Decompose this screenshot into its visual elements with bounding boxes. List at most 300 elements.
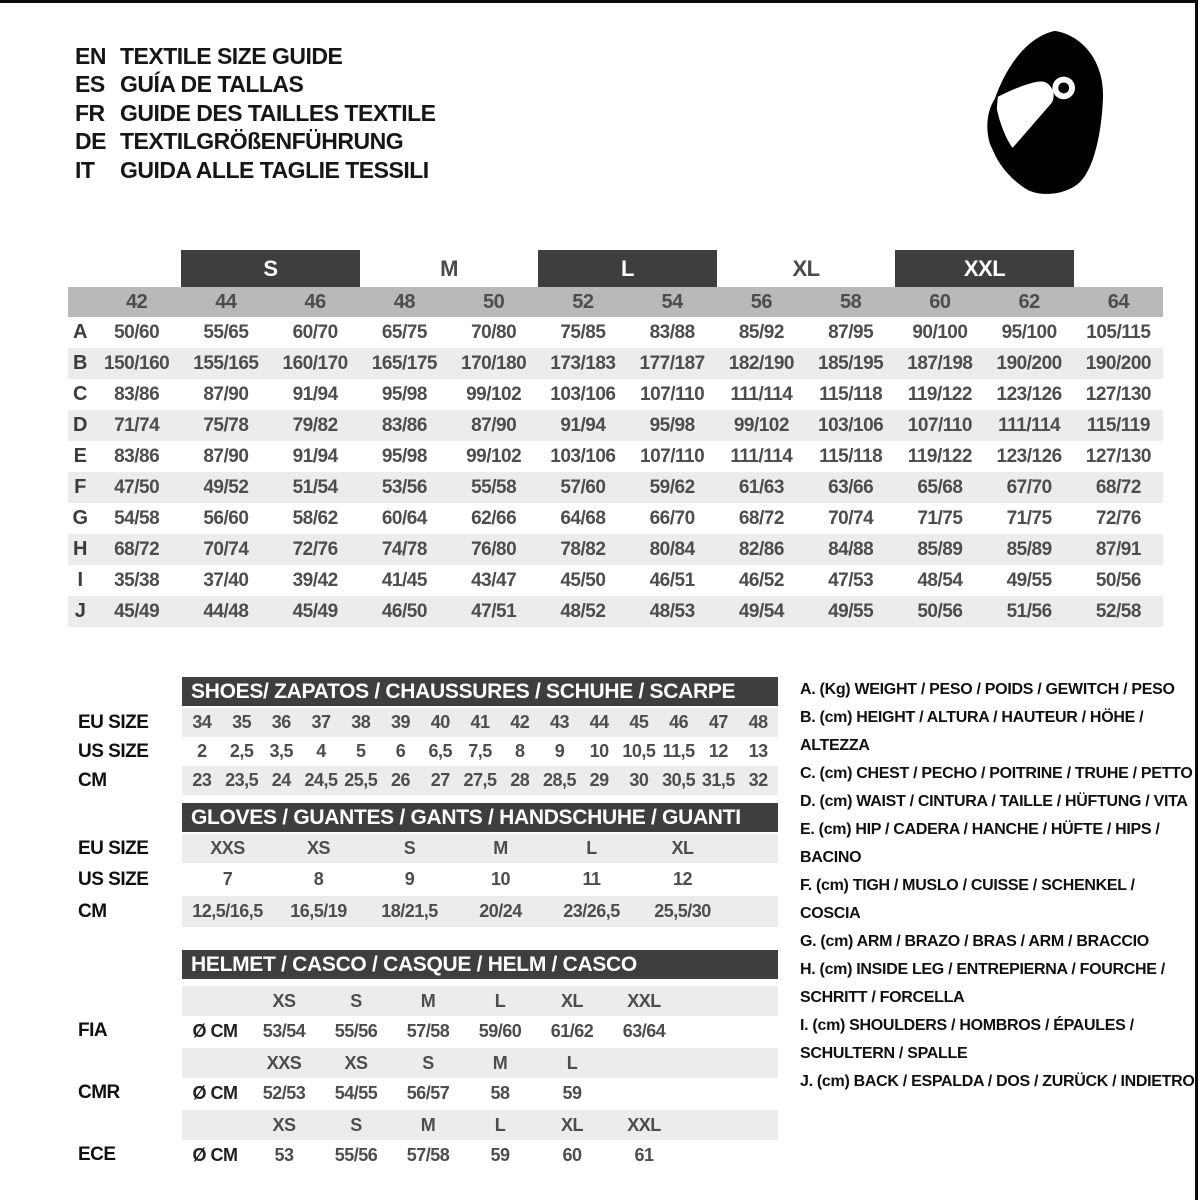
shoes-eu-value: 34 <box>192 712 212 732</box>
helmet-size: S <box>422 1052 434 1073</box>
language-code: DE <box>75 128 106 155</box>
size-value: 46/52 <box>738 569 784 591</box>
size-value: 103/106 <box>550 445 616 467</box>
shoes-cm-value: 25,5 <box>344 770 378 790</box>
language-code: FR <box>75 99 105 126</box>
size-value: 50/56 <box>917 600 963 622</box>
helmet-value: 54/55 <box>334 1082 378 1103</box>
size-group-m: M <box>440 255 458 281</box>
helmet-value: 60 <box>562 1144 582 1165</box>
shoes-us-value: 12 <box>708 741 728 761</box>
measure-row-d <box>68 410 1163 441</box>
legend-item: J. (cm) BACK / ESPALDA / DOS / ZURÜCK / INDIETRO <box>800 1073 1195 1090</box>
numeric-size: 46 <box>304 290 326 313</box>
shoes-us-value: 10 <box>589 741 609 761</box>
size-value: 170/180 <box>461 352 527 374</box>
size-value: 49/55 <box>828 600 874 622</box>
gloves-us-value: 9 <box>404 869 415 889</box>
size-value: 70/80 <box>471 321 517 343</box>
numeric-size-bar <box>68 287 1163 317</box>
size-value: 190/200 <box>996 352 1062 374</box>
size-value: 107/110 <box>907 414 972 436</box>
numeric-size: 52 <box>572 290 594 313</box>
size-value: 99/102 <box>466 445 522 467</box>
helmet-size: XL <box>560 990 583 1011</box>
helmet-value: 59/60 <box>478 1020 522 1041</box>
size-group-s: S <box>181 250 360 287</box>
size-value: 150/160 <box>104 352 170 374</box>
size-value: 107/110 <box>640 445 705 467</box>
size-value: 84/88 <box>828 538 874 560</box>
size-value: 111/114 <box>730 383 793 405</box>
gloves-cm-value: 20/24 <box>479 901 522 921</box>
language-row <box>75 71 436 100</box>
language-row <box>75 156 436 185</box>
shoes-eu-value: 47 <box>708 712 728 732</box>
shoes-cm-row <box>182 766 778 795</box>
measure-row-b <box>68 348 1163 379</box>
row-letter: H <box>73 538 87 560</box>
helmet-size: XS <box>344 1052 368 1073</box>
legend-item: A. (Kg) WEIGHT / PESO / POIDS / GEWITCH / PESO <box>800 681 1175 698</box>
numeric-size: 60 <box>929 290 951 313</box>
size-value: 61/63 <box>738 476 784 498</box>
size-value: 51/56 <box>1006 600 1052 622</box>
language-row <box>75 128 436 157</box>
shoes-cm-value: 27 <box>430 770 450 790</box>
shoes-us-value: 3,5 <box>269 741 294 761</box>
helmet-sizes-cmr <box>182 1048 778 1078</box>
numeric-size: 48 <box>393 290 415 313</box>
size-value: 60/70 <box>292 321 338 343</box>
size-value: 53/56 <box>381 476 427 498</box>
size-value: 85/89 <box>917 538 963 560</box>
size-value: 127/130 <box>1085 383 1151 405</box>
size-value: 78/82 <box>560 538 606 560</box>
size-value: 62/66 <box>471 507 517 529</box>
size-value: 190/200 <box>1085 352 1151 374</box>
shoes-us-value: 2 <box>197 741 207 761</box>
numeric-size: 42 <box>126 290 148 313</box>
gloves-cm-row <box>182 896 778 927</box>
helmet-value: 55/56 <box>334 1144 378 1165</box>
helmet-values-cmr <box>182 1078 778 1108</box>
size-value: 99/102 <box>733 414 789 436</box>
shoes-eu-value: 40 <box>430 712 450 732</box>
shoes-cm-value: 27,5 <box>463 770 497 790</box>
corner-spacer <box>68 287 92 317</box>
size-value: 177/187 <box>639 352 705 374</box>
size-value: 48/54 <box>917 569 963 591</box>
size-value: 87/91 <box>1095 538 1141 560</box>
helmet-value: 59 <box>562 1082 582 1103</box>
size-value: 85/92 <box>738 321 784 343</box>
gloves-eu-value: XL <box>671 838 694 858</box>
legend-item: E. (cm) HIP / CADERA / HANCHE / HÜFTE / HIPS / BACINO <box>800 821 1160 866</box>
language-row <box>75 99 436 128</box>
size-value: 43/47 <box>471 569 517 591</box>
size-value: 47/51 <box>471 600 517 622</box>
shoes-cm-value: 23 <box>192 770 212 790</box>
size-value: 119/122 <box>907 383 972 405</box>
size-value: 87/95 <box>828 321 874 343</box>
size-value: 115/119 <box>1086 414 1150 436</box>
size-value: 50/60 <box>114 321 160 343</box>
language-row <box>75 42 436 71</box>
row-letter: C <box>73 383 87 405</box>
helmet-size: XXS <box>266 1052 302 1073</box>
helmet-value: 55/56 <box>334 1020 378 1041</box>
size-value: 115/118 <box>819 383 883 405</box>
ece-standard-label: ECE <box>78 1144 116 1165</box>
shoes-cm-value: 29 <box>589 770 609 790</box>
shoes-eu-value: 42 <box>510 712 530 732</box>
helmet-size: M <box>420 1114 436 1135</box>
shoes-us-value: 6,5 <box>428 741 453 761</box>
size-value: 75/85 <box>560 321 606 343</box>
diameter-unit-label: Ø CM <box>192 1020 238 1041</box>
row-letter: D <box>73 414 87 436</box>
shoes-cm-value: 28,5 <box>542 770 576 790</box>
size-value: 37/40 <box>203 569 249 591</box>
row-letter: J <box>74 600 86 622</box>
helmet-value: 58 <box>490 1082 510 1103</box>
measure-row-f <box>68 472 1163 503</box>
helmet-section-header: HELMET / CASCO / CASQUE / HELM / CASCO <box>182 950 778 979</box>
size-value: 67/70 <box>1006 476 1052 498</box>
size-value: 79/82 <box>292 414 338 436</box>
size-value: 46/50 <box>381 600 427 622</box>
language-code: EN <box>75 42 106 69</box>
shoes-cm-value: 26 <box>391 770 411 790</box>
size-value: 80/84 <box>649 538 695 560</box>
shoes-eu-size-label: EU SIZE <box>78 711 149 733</box>
shoes-eu-value: 48 <box>748 712 768 732</box>
legend-item: C. (cm) CHEST / PECHO / POITRINE / TRUHE / PETTO <box>800 765 1193 782</box>
size-value: 49/55 <box>1006 569 1052 591</box>
measure-row-i <box>68 565 1163 596</box>
shoes-cm-value: 24,5 <box>304 770 338 790</box>
row-letter: E <box>73 445 87 467</box>
size-value: 111/114 <box>998 414 1061 436</box>
numeric-size: 58 <box>840 290 862 313</box>
measure-row-h <box>68 534 1163 565</box>
gloves-eu-row <box>182 834 778 863</box>
size-group-header-row <box>68 250 1163 287</box>
gloves-eu-value: L <box>586 838 597 858</box>
size-value: 55/58 <box>471 476 517 498</box>
gloves-cm-value: 25,5/30 <box>654 901 711 921</box>
size-value: 71/75 <box>917 507 963 529</box>
size-value: 187/198 <box>907 352 973 374</box>
shoes-us-size-label: US SIZE <box>78 740 149 762</box>
size-value: 50/56 <box>1095 569 1141 591</box>
size-value: 173/183 <box>550 352 616 374</box>
helmet-value: 52/53 <box>262 1082 306 1103</box>
row-letter: A <box>73 321 87 343</box>
language-guide-title: TEXTILE SIZE GUIDE <box>120 42 343 69</box>
size-value: 45/49 <box>114 600 160 622</box>
size-value: 41/45 <box>381 569 427 591</box>
size-value: 60/64 <box>381 507 427 529</box>
size-value: 46/51 <box>649 569 695 591</box>
size-value: 65/68 <box>917 476 963 498</box>
shoes-eu-value: 35 <box>232 712 252 732</box>
helmet-sizes-ece <box>182 1110 778 1140</box>
row-letter: B <box>73 352 87 374</box>
shoes-eu-value: 46 <box>669 712 689 732</box>
shoes-us-value: 8 <box>514 741 525 761</box>
helmet-value: 53/54 <box>262 1020 306 1041</box>
shoes-us-value: 5 <box>356 741 366 761</box>
helmet-size: XL <box>560 1114 583 1135</box>
size-value: 72/76 <box>1095 507 1141 529</box>
shoes-us-value: 4 <box>316 741 326 761</box>
shoes-us-value: 13 <box>748 741 768 761</box>
language-code: IT <box>75 156 95 183</box>
size-value: 48/52 <box>560 600 606 622</box>
size-value: 107/110 <box>640 383 705 405</box>
language-guide-title: GUIDA ALLE TAGLIE TESSILI <box>120 156 429 183</box>
shoes-cm-value: 28 <box>510 770 530 790</box>
language-guide-title: GUIDE DES TAILLES TEXTILE <box>120 99 436 126</box>
size-value: 123/126 <box>996 445 1062 467</box>
shoes-section-header: SHOES/ ZAPATOS / CHAUSSURES / SCHUHE / SCARPE <box>182 677 778 706</box>
measure-row-a <box>68 317 1163 348</box>
numeric-size: 54 <box>661 290 683 313</box>
size-value: 74/78 <box>381 538 427 560</box>
measure-row-g <box>68 503 1163 534</box>
size-value: 127/130 <box>1085 445 1151 467</box>
size-group-l: L <box>538 250 717 287</box>
size-value: 54/58 <box>114 507 160 529</box>
gloves-eu-value: M <box>493 838 508 858</box>
language-guide-title: GUÍA DE TALLAS <box>120 71 304 98</box>
size-value: 44/48 <box>203 600 249 622</box>
legend-item: H. (cm) INSIDE LEG / ENTREPIERNA / FOURCHE / SCHRITT / FORCELLA <box>800 961 1165 1006</box>
measure-row-e <box>68 441 1163 472</box>
size-value: 55/65 <box>203 321 249 343</box>
shoes-cm-value: 30 <box>629 770 649 790</box>
size-value: 90/100 <box>912 321 968 343</box>
size-value: 68/72 <box>1095 476 1141 498</box>
size-value: 68/72 <box>114 538 160 560</box>
size-value: 72/76 <box>292 538 338 560</box>
gloves-section-header: GLOVES / GUANTES / GANTS / HANDSCHUHE / GUANTI <box>182 803 778 832</box>
size-value: 95/100 <box>1001 321 1057 343</box>
numeric-size: 56 <box>750 290 772 313</box>
size-value: 47/50 <box>114 476 160 498</box>
shoes-us-value: 10,5 <box>622 741 656 761</box>
size-value: 83/86 <box>381 414 427 436</box>
measurement-legend <box>800 676 1198 1096</box>
shoes-eu-value: 39 <box>391 712 411 732</box>
helmet-size: XS <box>272 990 296 1011</box>
gloves-us-row <box>182 863 778 896</box>
cmr-standard-label: CMR <box>78 1082 120 1103</box>
size-value: 87/90 <box>203 445 249 467</box>
shoes-eu-value: 43 <box>549 712 569 732</box>
size-value: 70/74 <box>828 507 874 529</box>
size-value: 75/78 <box>203 414 249 436</box>
top-border-line <box>0 0 1197 3</box>
shoes-us-value: 2,5 <box>229 741 254 761</box>
size-value: 52/58 <box>1095 600 1141 622</box>
numeric-size: 44 <box>215 290 237 313</box>
helmet-size: XXL <box>627 990 661 1011</box>
size-value: 49/54 <box>738 600 784 622</box>
shoes-eu-value: 41 <box>470 712 490 732</box>
shoes-eu-value: 37 <box>311 712 331 732</box>
helmet-value: 57/58 <box>406 1144 450 1165</box>
shoes-eu-value: 45 <box>629 712 649 732</box>
gloves-cm-value: 18/21,5 <box>381 901 438 921</box>
helmet-value: 59 <box>490 1144 510 1165</box>
size-value: 57/60 <box>560 476 606 498</box>
size-group-xxl: XXL <box>895 250 1074 287</box>
gloves-cm-value: 12,5/16,5 <box>192 901 263 921</box>
row-letter: F <box>74 476 86 498</box>
gloves-us-value: 7 <box>222 869 233 889</box>
language-code: ES <box>75 71 105 98</box>
measure-row-c <box>68 379 1163 410</box>
size-value: 39/42 <box>292 569 338 591</box>
language-title-list <box>75 42 436 185</box>
size-value: 91/94 <box>292 445 338 467</box>
shoes-us-value: 11,5 <box>662 741 695 761</box>
size-value: 49/52 <box>203 476 249 498</box>
gloves-cm-value: 23/26,5 <box>563 901 620 921</box>
gloves-eu-value: XXS <box>210 838 245 858</box>
shoes-eu-row <box>182 708 778 737</box>
diameter-unit-label: Ø CM <box>192 1082 238 1103</box>
helmet-value: 56/57 <box>406 1082 450 1103</box>
helmet-sizes-fia <box>182 986 778 1016</box>
helmet-size: XS <box>272 1114 296 1135</box>
gloves-us-value: 10 <box>490 869 511 889</box>
size-value: 58/62 <box>292 507 338 529</box>
size-group-xl: XL <box>792 255 820 281</box>
size-value: 165/175 <box>371 352 437 374</box>
helmet-size: L <box>494 990 506 1011</box>
size-value: 185/195 <box>818 352 884 374</box>
racing-helmet-icon <box>982 26 1110 198</box>
diameter-unit-label: Ø CM <box>192 1144 238 1165</box>
helmet-size: S <box>350 990 362 1011</box>
size-value: 63/66 <box>828 476 874 498</box>
size-value: 35/38 <box>114 569 160 591</box>
shoes-us-row <box>182 737 778 766</box>
gloves-cm-value: 16,5/19 <box>290 901 347 921</box>
helmet-value: 63/64 <box>622 1020 666 1041</box>
size-value: 59/62 <box>649 476 695 498</box>
size-value: 66/70 <box>649 507 695 529</box>
size-value: 95/98 <box>649 414 695 436</box>
helmet-values-fia <box>182 1016 778 1046</box>
size-value: 76/80 <box>471 538 517 560</box>
gloves-us-value: 8 <box>313 869 324 889</box>
size-value: 95/98 <box>381 445 427 467</box>
numeric-size: 64 <box>1107 290 1129 313</box>
size-value: 87/90 <box>203 383 249 405</box>
gloves-eu-value: S <box>403 838 416 858</box>
helmet-value: 61 <box>634 1144 654 1165</box>
size-value: 87/90 <box>471 414 517 436</box>
size-value: 45/49 <box>292 600 338 622</box>
helmet-size: XXL <box>627 1114 661 1135</box>
shoes-cm-label: CM <box>78 769 107 791</box>
gloves-eu-size-label: EU SIZE <box>78 837 149 859</box>
gloves-us-value: 11 <box>582 869 601 889</box>
helmet-size: M <box>420 990 436 1011</box>
legend-item: G. (cm) ARM / BRAZO / BRAS / ARM / BRACCIO <box>800 933 1149 950</box>
size-value: 182/190 <box>728 352 794 374</box>
row-letter: G <box>72 507 88 529</box>
gloves-us-value: 12 <box>672 869 693 889</box>
size-value: 160/170 <box>282 352 348 374</box>
size-value: 83/86 <box>114 445 160 467</box>
gloves-cm-label: CM <box>78 900 107 922</box>
helmet-size: L <box>566 1052 578 1073</box>
size-value: 83/88 <box>649 321 695 343</box>
size-value: 99/102 <box>466 383 522 405</box>
size-value: 47/53 <box>828 569 874 591</box>
shoes-cm-value: 30,5 <box>662 770 696 790</box>
size-value: 51/54 <box>292 476 338 498</box>
size-value: 103/106 <box>550 383 616 405</box>
size-value: 45/50 <box>560 569 606 591</box>
shoes-eu-value: 36 <box>271 712 291 732</box>
numeric-size: 50 <box>483 290 505 313</box>
language-guide-title: TEXTILGRÖßENFÜHRUNG <box>120 128 404 155</box>
numeric-size: 62 <box>1018 290 1040 313</box>
size-value: 95/98 <box>381 383 427 405</box>
size-value: 91/94 <box>292 383 338 405</box>
measure-row-j <box>68 596 1163 627</box>
size-value: 111/114 <box>730 445 793 467</box>
helmet-size: M <box>492 1052 508 1073</box>
size-value: 71/75 <box>1006 507 1052 529</box>
size-value: 103/106 <box>818 414 884 436</box>
size-value: 70/74 <box>203 538 249 560</box>
helmet-value: 61/62 <box>550 1020 594 1041</box>
helmet-value: 53 <box>274 1144 294 1165</box>
legend-item: I. (cm) SHOULDERS / HOMBROS / ÉPAULES / SCHULTERN / SPALLE <box>800 1017 1134 1062</box>
helmet-values-ece <box>182 1140 778 1170</box>
size-value: 65/75 <box>381 321 427 343</box>
gloves-us-size-label: US SIZE <box>78 868 149 890</box>
measurement-rows <box>68 317 1163 627</box>
shoes-us-value: 7,5 <box>468 741 492 761</box>
shoes-eu-value: 44 <box>589 712 609 732</box>
helmet-size: S <box>350 1114 362 1135</box>
size-value: 83/86 <box>114 383 160 405</box>
row-letter: I <box>77 569 83 591</box>
size-value: 105/115 <box>1086 321 1151 343</box>
size-value: 119/122 <box>907 445 972 467</box>
shoes-cm-value: 32 <box>748 770 768 790</box>
legend-item: B. (cm) HEIGHT / ALTURA / HAUTEUR / HÖHE / ALTEZZA <box>800 709 1144 754</box>
size-value: 56/60 <box>203 507 249 529</box>
size-value: 82/86 <box>738 538 784 560</box>
legend-item: F. (cm) TIGH / MUSLO / CUISSE / SCHENKEL / COSCIA <box>800 877 1135 922</box>
helmet-value: 57/58 <box>406 1020 450 1041</box>
size-value: 155/165 <box>193 352 259 374</box>
shoes-cm-value: 24 <box>271 770 291 790</box>
size-value: 71/74 <box>114 414 160 436</box>
legend-item: D. (cm) WAIST / CINTURA / TAILLE / HÜFTUNG / VITA <box>800 793 1188 810</box>
size-value: 91/94 <box>560 414 606 436</box>
